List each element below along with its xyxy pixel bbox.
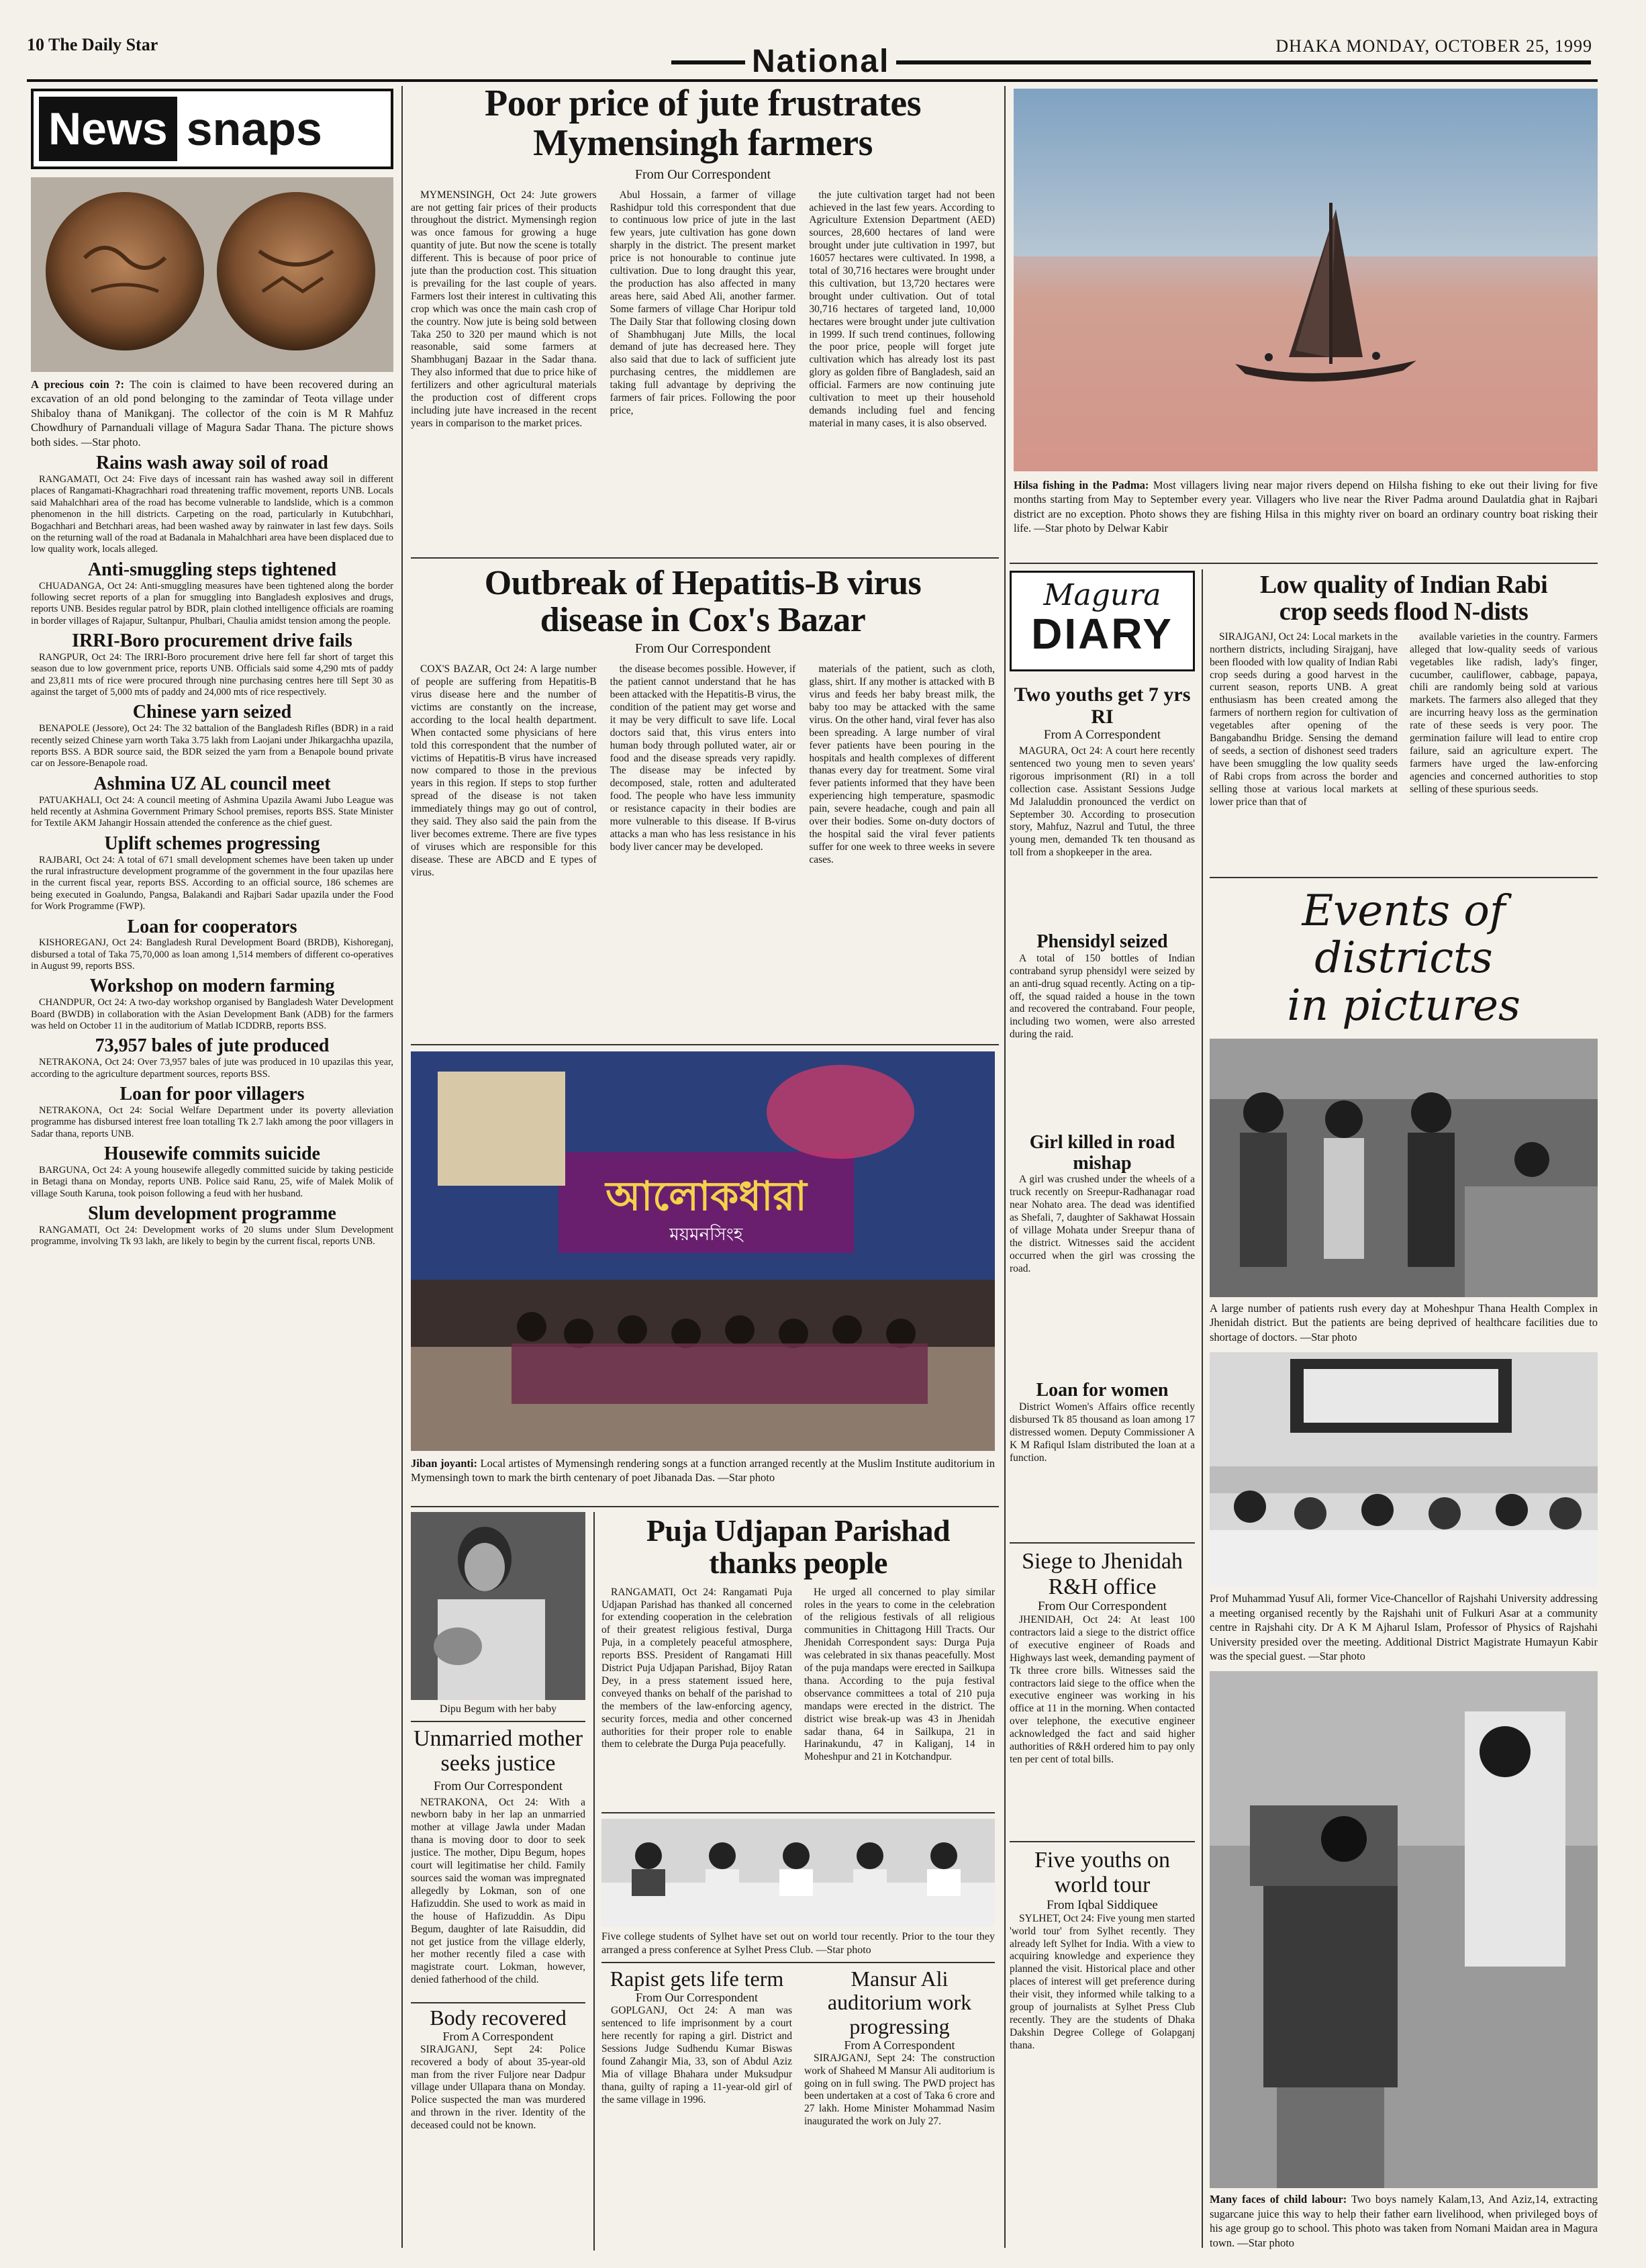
brief-text: CHANDPUR, Oct 24: A two-day workshop organised by Bangladesh Water Development Board (BWDB) in collaboration with the Asian Development Bank (ADB) for the farmers was held on October 11 in the auditorium of Matlab ICDDRB, reports BSS. [31,997,393,1032]
jute-story [411,84,995,545]
jute-col-3-text: the jute cultivation target had not been achieved in the last few years. According to Agriculture Extension Department (AED) sources, 28,600 hectares of land were brought under jute cultivation in 1997, but 16057 hectares were cultivated. In 1998, a total of 30,716 hectares were brought under this cultivation, but 13,720 hectares were brought under cultivation. Out of total 30,716 hectares of targeted land, 10,000 hectares were brought under jute cultivation in 1999. If such trend continues, following the poor price, people will forget jute cultivation which has already lost its past glory as golden fibre of Bangladesh, said an official. Farmers are now continuing jute cultivation to meet up their household demands including fuel and fencing material in many cases, it is also observed. [809,189,995,429]
rabi-col-1 [1210,631,1398,873]
brief-head: Rains wash away soil of road [96,453,328,474]
diary-story-head: Phensidyl seized [1036,931,1168,952]
small-story-body [804,2052,995,2160]
coin-image [31,177,393,372]
small-story-text: SIRAJGANJ, Sept 24: The construction work of Shaheed M Mansur Ali auditorium is going on in full swing. The PWD project has been undertaken at a cost of Taka 6 crore and 27 lakh. Home Minister Mohammad Nasim inaugurated the work on July 27. [804,2052,995,2128]
hepatitis-columns [411,663,995,1012]
jiban-caption-text: Local artistes of Mymensingh rendering songs at a function arranged recently at the Muslim Institute auditorium in Mymensingh town to mark the birth centenary of poet Jibanada Das. —Star photo [411,1457,995,1484]
dipu-photo-caption: Dipu Begum with her baby [439,1703,557,1715]
hilsa-image [1014,89,1598,471]
diary-story-body [1010,953,1195,1127]
brief-text: BARGUNA, Oct 24: A young housewife allegedly committed suicide by taking pesticide in Betagi thana on Monday, reports UNB. Police said Ranu, 25, wife of Malek Molik of village South Karuna, took poison following a feud with her husband. [31,1164,393,1199]
right-story-text: SYLHET, Oct 24: Five young men started 'world tour' from Sylhet recently. They already left Sylhet for India. With a view to acquiring knowledge and experience they planned the visit. Historical place and other places of interest will get preference during their visit, they informed while talking to a group of journalists at Sylhet Press Club recently. They are the students of Dhaka Dakshin Degree College of Golapganj thana. [1010,1912,1195,2051]
jute-columns [411,189,995,545]
jute-col-3 [809,189,995,545]
events-caption-3 [1210,2192,1598,2250]
brief-head: Workshop on modern farming [89,976,335,997]
events-photo-1 [1210,1039,1598,1297]
news-snaps-title-b: snaps [186,103,322,155]
page-label: 10 The Daily Star [27,35,158,54]
divider [411,557,999,559]
divider [411,2002,585,2003]
brief-head: Slum development programme [88,1202,336,1224]
diary-story-text: District Women's Affairs office recently disbursed Tk 85 thousand as loan among 17 distressed women. Deputy Commissioner A K M Rafiqul Islam distributed the loan at a function. [1010,1401,1195,1464]
rabi-col-1-text: SIRAJGANJ, Oct 24: Local markets in the northern districts, including Sirajganj, have been flooded with low quality of Indian Rabi crop seeds during a good harvest in the current season, reports UNB. A great enthusiasm has been created among the farmers of northern region for cultivation of vegetables after opening of the Bangabandhu Bridge. Sensing the demand of seeds, a section of dishonest seed traders have been smuggling the low quality seeds of Rabi crops from across the border and selling those at various local markets at lower price than that of [1210,630,1398,808]
jute-col-1-text: MYMENSINGH, Oct 24: Jute growers are not getting fair prices of their products throughout the district. Mymensingh region was once famous for growing a huge quantity of jute. But now the scene is totally different. This is because of poor price of jute than the production cost. This situation is prevailing for the last couple of years. Farmers lost their interest in cultivating this crop which was once the main cash crop of the country. Now jute is being sold between Taka 250 to 320 per maund which is not reasonable, said some farmers at Shambhuganj Bazaar in the Sadar thana. They also informed that due to price hike of fertilizers and other agricultural materials the production cost of different crops including jute have increased in the recent years in comparison to the market prices. [411,189,597,429]
events-caption-3-text: Two boys namely Kalam,13, And Aziz,14, extracting sugarcane juice this way to help their father earn livelihood, when privileged boys of his age group go to school. This photo was taken from Nomani Maidan area in Magura town. —Star photo [1210,2193,1598,2249]
small-story-head: Mansur Ali auditorium work progressing [827,1967,972,2038]
rabi-col-2-text: available varieties in the country. Farmers alleged that low-quality seeds of various vegetables like radish, lady's finger, cucumber, cauliflower, cabbage, papaya, chili are randomly being sold at various markets. The farmers also alleged that they are incurring heavy loss as the germination rate of these seeds is very poor. The germination failure will lead to entire crop failure, said an agriculture expert. The farmers have urged the law-enforcing agencies and concerned authorities to stop selling of these spurious seeds. [1410,630,1598,795]
brief-text: RANGAMATI, Oct 24: Five days of incessant rain has washed away soil in different places of Rangamati-Khagrachhari road threatening traffic movement, reports UNB. Locals said Mahalchhari area of the road has become vulnerable to landslide, which is a common phenomenon in the hill districts. Carpeting on the road, particularly in Kutubchhari, Bogachhari and Betchhari areas, had been washed away by rainwater in last few days. Soils on the returning wall of the road at Badanala in Mahalchhari area have been displaced due to low quality work, locals alleged. [31,473,393,555]
brief-head: Uplift schemes progressing [104,833,320,854]
news-snaps-column [31,89,393,1248]
diary-story-body [1010,745,1195,927]
sylhet-caption: Five college students of Sylhet have set out on world tour recently. Prior to the tour they arranged a press conference at Sylhet Press Club. —Star photo [601,1930,995,1956]
column-rule [401,86,403,2248]
right-story-text: JHENIDAH, Oct 24: At least 100 contractors laid a siege to the district office of executive engineer of Roads and Highways last week, demanding payment of Tk three crore bills. Witnesses said the contractors laid siege to the office when the executive engineer was working in his office at 11 in the morning. When contacted over telephone, the executive engineer acknowledged the fact and said higher authorities of R&H ordered him to pay only ten per cent of total bills. [1010,1613,1195,1765]
divider [411,1721,585,1722]
hepatitis-story [411,565,995,1012]
diary-story-text: MAGURA, Oct 24: A court here recently sentenced two young men to seven years' rigorous imprisonment (RI) in a toll collection case. Assistant Sessions Judge Md Jalaluddin pronounced the verdict on September 30. According to prosecution story, Mahfuz, Nazrul and Tutul, the three young men, demanded Tk ten thousand as toll from a shopkeeper in the area. [1010,745,1195,859]
divider [411,1506,999,1507]
brief-head: Loan for cooperators [127,916,297,937]
divider [1010,563,1598,564]
diary-story-head: Girl killed in road mishap [1029,1131,1175,1174]
small-story-head: Body recovered [430,2005,567,2030]
small-story-byline: From A Correspondent [442,2029,554,2043]
small-story-body [601,2005,792,2139]
right-story-byline: From Our Correspondent [1037,1599,1167,1613]
column-rule [1004,86,1006,2248]
dipu-image [411,1512,585,1700]
sylhet-photo [601,1819,995,1926]
jute-col-1 [411,189,597,545]
brief-text: KISHOREGANJ, Oct 24: Bangladesh Rural Development Board (BRDB), Kishoreganj, disbursed a total of Taka 75,70,000 as loan among 1,514 members of different co-operatives in August 99, reports BSS. [31,937,393,972]
puja-columns [601,1587,995,1808]
puja-headline-2: thanks people [709,1546,887,1580]
diary-story-head: Two youths get 7 yrs RI [1014,683,1191,728]
jute-headline-1: Poor price of jute frustrates [484,83,921,124]
hilsa-caption-head: Hilsa fishing in the Padma: [1014,479,1149,491]
small-story-byline: From Our Correspondent [636,1991,758,2005]
hilsa-caption [1014,478,1598,536]
puja-story [601,1515,995,2160]
hilsa-caption-text: Most villagers living near major rivers depend on Hilsha fishing to eke out their living for five months starting from May to September every year. Villagers who live near the River Padma around Daulatdia ghat in Rajbari district are no exception. Photo shows they are fishing Hilsa in this mighty river on board an ordinary country boat risking their life. —Star photo by Delwar Kabir [1014,479,1598,535]
brief-text: NETRAKONA, Oct 24: Over 73,957 bales of jute was produced in 10 upazilas this year, according to the agriculture department sources, reports BSS. [31,1057,393,1080]
jiban-banner-sub: ময়মনসিংহ [669,1225,743,1245]
events-title-1: Events of districts [1302,886,1506,984]
rapist-story [601,1967,792,2160]
hep-col-2-text: the disease becomes possible. However, if the patient cannot understand that he has been attacked with the Hepatitis-B virus, the condition of the patient may get worse and it may be very difficult to save life. Local doctors said that, this virus enters into human body through polluted water, air or food and the disease spreads very rapidly. The disease may be infected by decomposed, stale, rotten and adulterated food. The people who have less immunity or resistance capacity in their bodies are more vulnerable to this disease. If B-virus attacks a man who has less resistance in his body liver cancer may be developed. [610,663,796,853]
column-rule [593,1512,595,2251]
jiban-photo-block [411,1051,995,1485]
brief-text: RAJBARI, Oct 24: A total of 671 small development schemes have been taken up under the rural infrastructure development programme of the government in the four upazilas here in the current fiscal year, reports BSS. According to an official source, 186 schemes are being executed in Goalundo, Pangsa, Balakandi and Rajbari Sadar upazila under the Food for Work Programme (FWP). [31,854,393,912]
jiban-banner-text: আলোকধারা [606,1173,807,1220]
diary-logo [1010,571,1195,671]
events-image-1 [1210,1039,1598,1297]
dateline: DHAKA MONDAY, OCTOBER 25, 1999 [1275,36,1592,56]
events-image-3 [1210,1671,1598,2188]
divider [1010,1542,1195,1544]
hepatitis-headline-1: Outbreak of Hepatitis-B virus [484,564,922,602]
diary-brand-script: Magura [1043,578,1161,612]
divider [411,1044,999,1045]
diary-story-text: A girl was crushed under the wheels of a truck recently on Sreepur-Radhanagar road near Nohato area. The dead was identified as Shefali, 7, daughter of Sakhawat Hossain of village Mohata under Sreepur thana of the district. Witnesses said the accident occurred when the girl was crossing the road. [1010,1174,1195,1274]
divider [601,1812,995,1813]
rabi-headline-2: crop seeds flood N-dists [1279,597,1529,626]
section-title: National [745,43,896,80]
brief-text: BENAPOLE (Jessore), Oct 24: The 32 battalion of the Bangladesh Rifles (BDR) in a raid recently seized Chinese yarn worth Taka 3.75 lakh from Laojani under Jhikargachha upazila, reports BSS. A BDR source said, the BDR seized the yarn from a Benapole bound private car on Jessore-Benapole road. [31,723,393,769]
jiban-caption [411,1456,995,1485]
events-caption-3-head: Many faces of child labour: [1210,2193,1347,2206]
diary-brand: DIARY [1031,610,1173,658]
hep-col-1-text: COX'S BAZAR, Oct 24: A large number of people are suffering from Hepatitis-B virus disease here and the number of victims are constantly on the increase, according to the local health department. When contacted some physicians of here told this correspondent that the number of victims of Hepatitis-B virus have increased now compared to those in the previous years in this region. If steps to stop further spread of the disease is not taken immediately things may go out of control, they said. They also said the pain from the liver becomes extreme. There are five types of viruses which are responsible for this disease. These are ABCD and E types of virus. [411,663,597,878]
right-story-byline: From Iqbal Siddiquee [1047,1897,1158,1912]
hilsa-photo [1014,89,1598,471]
hilsa-photo-block [1014,89,1598,536]
small-story-byline: From A Correspondent [844,2038,955,2052]
magura-diary [1010,571,1195,2195]
rabi-story [1210,572,1598,2250]
small-stories-row [601,1967,995,2160]
brief-head: Loan for poor villagers [119,1084,305,1105]
right-story-body [1010,1913,1195,2195]
events-caption-1: A large number of patients rush every day at Moheshpur Thana Health Complex in Jhenidah district. But the patients are being deprived of healthcare facilities due to shortage of doctors. —Star photo [1210,1301,1598,1343]
events-photo-3 [1210,1671,1598,2188]
dipu-body-text: NETRAKONA, Oct 24: With a newborn baby in her lap an unmarried mother at village Jawla under Madan thana is moving door to door to seek justice. The mother, Dipu Begum, hopes court will legitimatise her child. Family sources said the woman was impregnated allegedly by Lokman, son of one Hafizuddin. She used to work as maid in the house of Hafizuddin. As Dipu Begum, daughter of late Raisuddin, did not get justice from the village elderly, her mother recently filed a case with magistrate court. Lokman, however, denied fatherhood of the child. [411,1796,585,1986]
puja-col-1-text: RANGAMATI, Oct 24: Rangamati Puja Udjapan Parishad has thanked all concerned for extending cooperation in the celebration of their greatest religious festival, Durga Puja, in a completely peaceful atmosphere, reports BSS. President of Rangamati Hill District Puja Udjapan Parishad, Bijoy Ratan Dey, in a press statement issued here, conveyed thanks on behalf of the parishad to the members of the law-enforcing agency, security forces, media and other concerned authorities for their proper role to enable them to celebrate the Durga Puja peacefully. [601,1586,792,1750]
brief-text: RANGAMATI, Oct 24: Development works of 20 slums under Slum Development programme, involving Tk 93 lakh, are likely to begin by the current fiscal, reports UNB. [31,1224,393,1247]
divider [601,1962,995,1963]
brief-head: Housewife commits suicide [104,1143,320,1164]
brief-text: RANGPUR, Oct 24: The IRRI-Boro procurement drive here fell far short of target this season due to low government price, reports UNB. Officials said some 4,290 mts of paddy and 23,811 mts of rice were procured through nine purchasing centres here till Sept 30 as against the target of 5,000 mts of paddy and 24,000 mts of rice respectively. [31,651,393,698]
hepatitis-headline-2: disease in Cox's Bazar [540,600,866,639]
column-rule [1202,569,1203,2248]
diary-story-body [1010,1174,1195,1375]
news-snaps-logo [31,89,393,169]
sylhet-image [601,1819,995,1926]
right-story-body [1010,1614,1195,1836]
diary-story-byline: From A Correspondent [1043,728,1161,742]
brief-list [31,453,393,1247]
small-story-head: Rapist gets life term [610,1967,784,1991]
events-caption-2: Prof Muhammad Yusuf Ali, former Vice-Chancellor of Rajshahi University addressing a meeting organised recently by the Rajshahi unit of Fulkuri Asar at a community centre in Rajshahi city. Dr A K M Ajharul Islam, Professor of Physics of Rajshahi University presided over the meeting. Additional District Magistrate Humayun Kabir was the special guest. —Star photo [1210,1592,1598,1663]
hep-col-1 [411,663,597,1012]
hep-col-3 [809,663,995,1012]
news-snaps-title-a: News [39,97,177,161]
dipu-headline: Unmarried mother seeks justice [413,1726,583,1777]
jute-col-2-text: Abul Hossain, a farmer of village Rashidpur told this correspondent that due to continuous low price of jute in the last few years, jute cultivation has gone down sharply in the district. The present market price is not honourable to continue jute cultivation. Due to long draught this year, the production has also affected in many areas here, said Abed Ali, another farmer. Some farmers of village Char Horipur told The Daily Star that following closing down of Shambhuganj Jute Mills, the local demand of jute has decreased here. They also said that due to lack of sufficient jute purchasing centres, the middlemen are taking full advantage by depriving the farmers of fair prices. Following the poor price, [610,189,796,416]
diary-story-body [1010,1401,1195,1535]
coin-caption-head: A precious coin ?: [31,378,124,391]
hepatitis-byline: From Our Correspondent [634,641,771,657]
brief-text: CHUADANGA, Oct 24: Anti-smuggling measures have been tightened along the border following secret reports of a plan for smuggling into Bangladesh explosives and drugs, reports UNB. Besides regular patrol by BDR, plain clothed intelligence officials are roaming in border villages of Rajapur, Sultanpur, Phulbari, Chaulia amidst tension among the people. [31,580,393,626]
jiban-photo [411,1051,995,1451]
divider [1210,877,1598,878]
rabi-col-2 [1410,631,1598,873]
coin-caption-text: The coin is claimed to have been recovered during an excavation of an old pond belonging to the zamindar of Teota village under Shibaloy thana of Manikganj. The collector of the coin is M R Mahfuz Chowdhury of Parnanduali village of Magura Sadar Thana. The picture shows both sides. —Star photo. [31,378,393,448]
dipu-body [411,1797,585,1998]
events-image-2 [1210,1352,1598,1587]
small-story-text: SIRAJGANJ, Sept 24: Police recovered a body of about 35-year-old man from the river Fuljore near Dadpur village under Ullapara thana on Monday. Police suspected the man was murdered and thrown in the river. Identity of the deceased could not be known. [411,2043,585,2132]
puja-col-2-text: He urged all concerned to play similar roles in the years to come in the celebration of the religious festivals of all religious communities in Chittagong Hill Tracts. Our Jhenidah Correspondent says: Durga Puja was celebrated in six thanas peacefully. Most of the puja mandaps were erected in Sailkupa thana. According to the puja festival observance committees a total of 210 puja mandaps were erected in the district. The district wise break-up was 43 in Jhenidah sadar thana, 64 in Sailkupa, 21 in Harinakundu, 47 in Kaliganj, 14 in Moheshpur and 21 in Kotchandpur. [804,1586,995,1763]
dipu-byline: From Our Correspondent [433,1779,563,1793]
brief-head: Chinese yarn seized [132,702,292,723]
hep-col-2 [610,663,796,1012]
dipu-story [411,1512,585,2178]
small-story-text: GOPLGANJ, Oct 24: A man was sentenced to life imprisonment by a court here recently for raping a girl. District and Sessions Judge Sudhendu Kumar Biswas found Zahangir Mia, 33, son of Abdul Aziz Mia of village Bhahara under Muksudpur thana, guilty of raping a 11-year-old girl of the same village in 1996. [601,2005,792,2106]
puja-col-2 [804,1587,995,1808]
divider [1010,1841,1195,1842]
rabi-columns [1210,631,1598,873]
brief-text: NETRAKONA, Oct 24: Social Welfare Department under its poverty alleviation programme has disbursed interest free loan totalling Tk 2.7 lakh among the poor villagers in Sadar thana, reports UNB. [31,1104,393,1139]
brief-head: IRRI-Boro procurement drive fails [72,630,352,652]
masthead-rule [27,79,1598,82]
events-title-2: in pictures [1287,980,1520,1031]
puja-col-1 [601,1587,792,1808]
right-story-head: Siege to Jhenidah R&H office [1022,1549,1183,1599]
jiban-image [411,1051,995,1451]
jute-headline-2: Mymensingh farmers [533,122,873,164]
dipu-photo [411,1512,585,1700]
brief-head: Anti-smuggling steps tightened [87,559,337,580]
jute-byline: From Our Correspondent [634,167,771,182]
jiban-caption-head: Jiban joyanti: [411,1457,477,1470]
events-photo-2 [1210,1352,1598,1587]
puja-headline-1: Puja Udjapan Parishad [646,1513,951,1548]
coin-caption [31,377,393,449]
right-story-head: Five youths on world tour [1034,1847,1171,1898]
rabi-headline-1: Low quality of Indian Rabi [1259,571,1548,599]
diary-story-text: A total of 150 bottles of Indian contraband syrup phensidyl were seized by an anti-drug squad recently. Acting on a tip-off, the squad raided a house in the town and recovered the contraband. Four people, including two women, were also arrested during the raid. [1010,952,1195,1041]
coin-photo [31,177,393,372]
mansur-story [804,1967,995,2160]
brief-text: PATUAKHALI, Oct 24: A council meeting of Ashmina Upazila Awami Jubo League was held recently at Ashmina Government Primary School premises, reports BSS. State Minister for Textile AKM Jahangir Hossain attended the conference as the chief guest. [31,794,393,829]
hep-col-3-text: materials of the patient, such as cloth, glass, shirt. If any mother is attacked with B virus and feeds her baby breast milk, the baby too may be attacked with the same virus. On the other hand, viral fever has also been spreading. A large number of viral fever patients have been pouring in the hospitals and health complexes of different thanas every day for treatment. Some viral fever patients informed that they have been experiencing high temperature, spasmodic pain, severe headache, cough and pain all over their bodies. Some on-duty doctors of the hospital said the viral fever patients suffer for one week to three weeks in severe cases. [809,663,995,865]
brief-head: Ashmina UZ AL council meet [93,773,331,794]
brief-head: 73,957 bales of jute produced [95,1035,330,1057]
jute-col-2 [610,189,796,545]
small-story-body [411,2044,585,2178]
diary-story-head: Loan for women [1036,1380,1169,1401]
